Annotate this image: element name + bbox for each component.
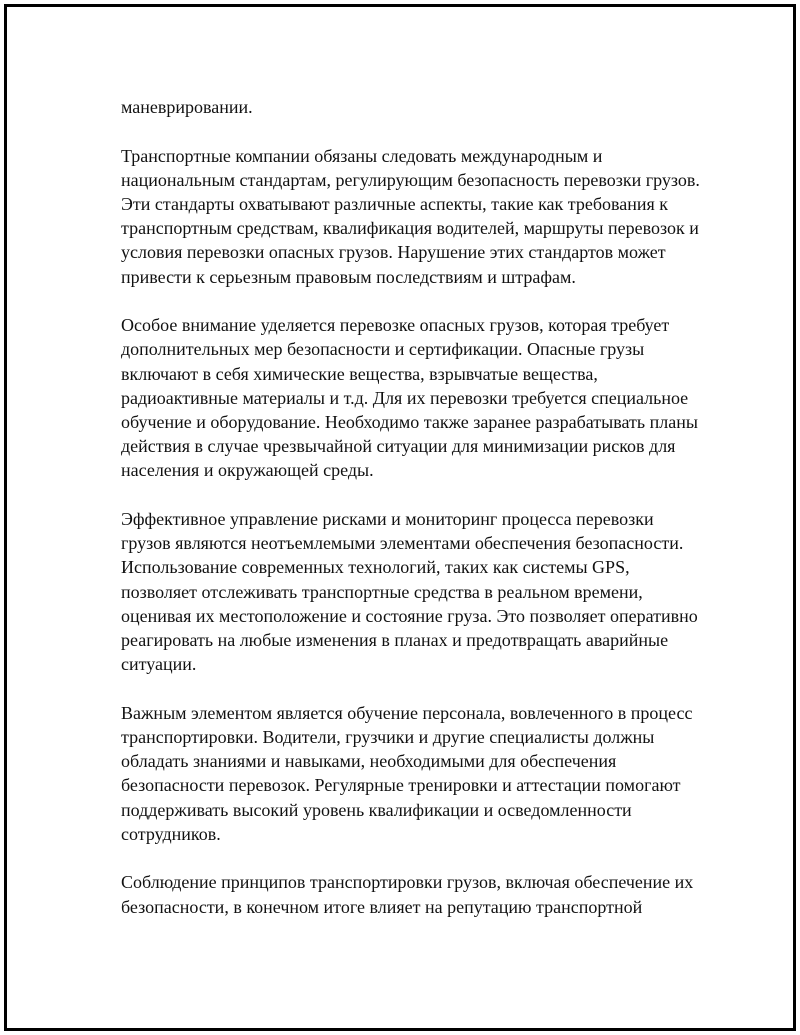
paragraph: маневрировании. [121, 97, 253, 117]
paragraph: Транспортные компании обязаны следовать международным и национальным стандартам, регулирующим безопасность перевозки грузов. Эти стандарты охватывают различные аспекты, такие как требования к транспортным средствам, квалификация водителей, маршруты перевозок и условия перевозки опасных грузов. Нарушение этих стандартов может привести к серьезным правовым последствиям и штрафам. [121, 145, 700, 287]
paragraph: Важным элементом является обучение персонала, вовлеченного в процесс транспортировки. Водители, грузчики и другие специалисты должны обладать знаниями и навыками, необходимыми для обеспечения безопасности перевозок. Регулярные тренировки и аттестации помогают поддерживать высокий уровень квалификации и осведомленности сотрудников. [121, 702, 693, 844]
paragraph: Особое внимание уделяется перевозке опасных грузов, которая требует дополнительных мер безопасности и сертификации. Опасные грузы включают в себя химические вещества, взрывчатые вещества, радиоактивные материалы и т.д. Для их перевозки требуется специальное обучение и оборудование. Необходимо также заранее разрабатывать планы действия в случае чрезвычайной ситуации для минимизации рисков для населения и окружающей среды. [121, 315, 698, 481]
document-body [121, 95, 701, 919]
paragraph: Эффективное управление рисками и мониторинг процесса перевозки грузов являются неотъемлемыми элементами обеспечения безопасности. Использование современных технологий, таких как системы GPS, позволяет отслеживать транспортные средства в реальном времени, оценивая их местоположение и состояние груза. Это позволяет оперативно реагировать на любые изменения в планах и предотвращать аварийные ситуации. [121, 509, 698, 675]
document-page [4, 4, 796, 1031]
paragraph: Соблюдение принципов транспортировки грузов, включая обеспечение их безопасности, в конечном итоге влияет на репутацию транспортной [121, 872, 694, 917]
